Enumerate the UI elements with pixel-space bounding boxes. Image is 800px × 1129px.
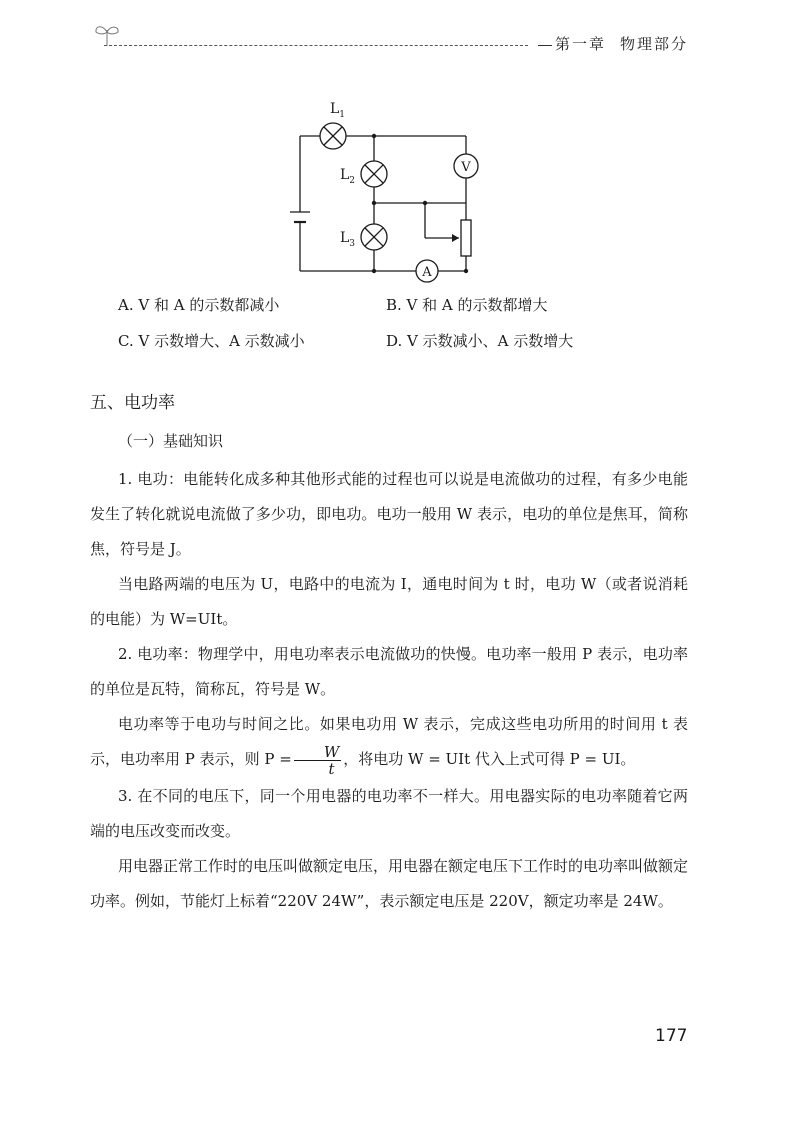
header-rule-end: [538, 45, 552, 46]
fraction-denominator: t: [328, 759, 335, 778]
power-formula-after: ，将电功 W = UIt 代入上式可得 P = UI。: [343, 750, 636, 768]
paragraph-rated-power: 用电器正常工作时的电压叫做额定电压，用电器在额定电压下工作时的电功率叫做额定功率。例如，节能灯上标着“220V 24W”，表示额定电压是 220V，额定功率是 24W。: [90, 857, 689, 910]
option-a: A. V 和 A 的示数都减小: [118, 296, 280, 314]
power-formula-before: 电功率等于电功与时间之比。如果电功用 W 表示，完成这些电功所用的时间用 t 表示，电功率用 P 表示，则 P =: [90, 715, 688, 768]
page-number: 177: [655, 1026, 688, 1046]
voltmeter-label: V: [461, 160, 471, 175]
header-rule: [104, 45, 528, 46]
option-b: B. V 和 A 的示数都增大: [386, 296, 548, 314]
lamp-l3-label: L: [340, 230, 350, 246]
lamp-l3-subscript: 3: [349, 239, 356, 249]
lamp-l2: [361, 161, 387, 187]
lamp-l2-subscript: 2: [349, 176, 356, 186]
option-d: D. V 示数减小、A 示数增大: [386, 332, 574, 350]
circuit-diagram: [270, 96, 500, 288]
header-chapter: 第一章: [555, 35, 607, 53]
svg-text:L2: [340, 167, 355, 186]
section-subheading: （一）基础知识: [118, 432, 224, 450]
paragraph-power-formula: [90, 707, 688, 777]
section-title: 五、电功率: [90, 393, 175, 413]
fraction-numerator: W: [294, 744, 341, 761]
lamp-l1: [320, 123, 346, 149]
lamp-l1-subscript: 1: [339, 110, 346, 120]
svg-text:L3: [340, 230, 355, 249]
paragraph-work-formula: 当电路两端的电压为 U，电路中的电流为 I，通电时间为 t 时，电功 W（或者说消耗的电能）为 W=UIt。: [90, 575, 688, 628]
lamp-l2-label: L: [340, 167, 350, 183]
lamp-l1-label: L: [330, 101, 340, 117]
paragraph-actual-power: 3. 在不同的电压下，同一个用电器的电功率不一样大。用电器实际的电功率随着它两端的电压改变而改变。: [90, 787, 688, 840]
running-header: [555, 33, 688, 54]
power-fraction: [294, 744, 341, 777]
svg-text:L1: [330, 101, 345, 120]
lamp-l3: [361, 224, 387, 250]
paragraph-electric-work: 1. 电功：电能转化成多种其他形式能的过程也可以说是电流做功的过程，有多少电能发生了转化就说电流做了多少功，即电功。电功一般用 W 表示，电功的单位是焦耳，简称焦，符号是 J。: [90, 470, 688, 558]
header-section: 物理部分: [620, 35, 689, 53]
ammeter-label: A: [422, 265, 432, 280]
paragraph-electric-power: 2. 电功率：物理学中，用电功率表示电流做功的快慢。电功率一般用 P 表示，电功率的单位是瓦特，简称瓦，符号是 W。: [90, 645, 688, 698]
option-c: C. V 示数增大、A 示数减小: [118, 332, 305, 350]
